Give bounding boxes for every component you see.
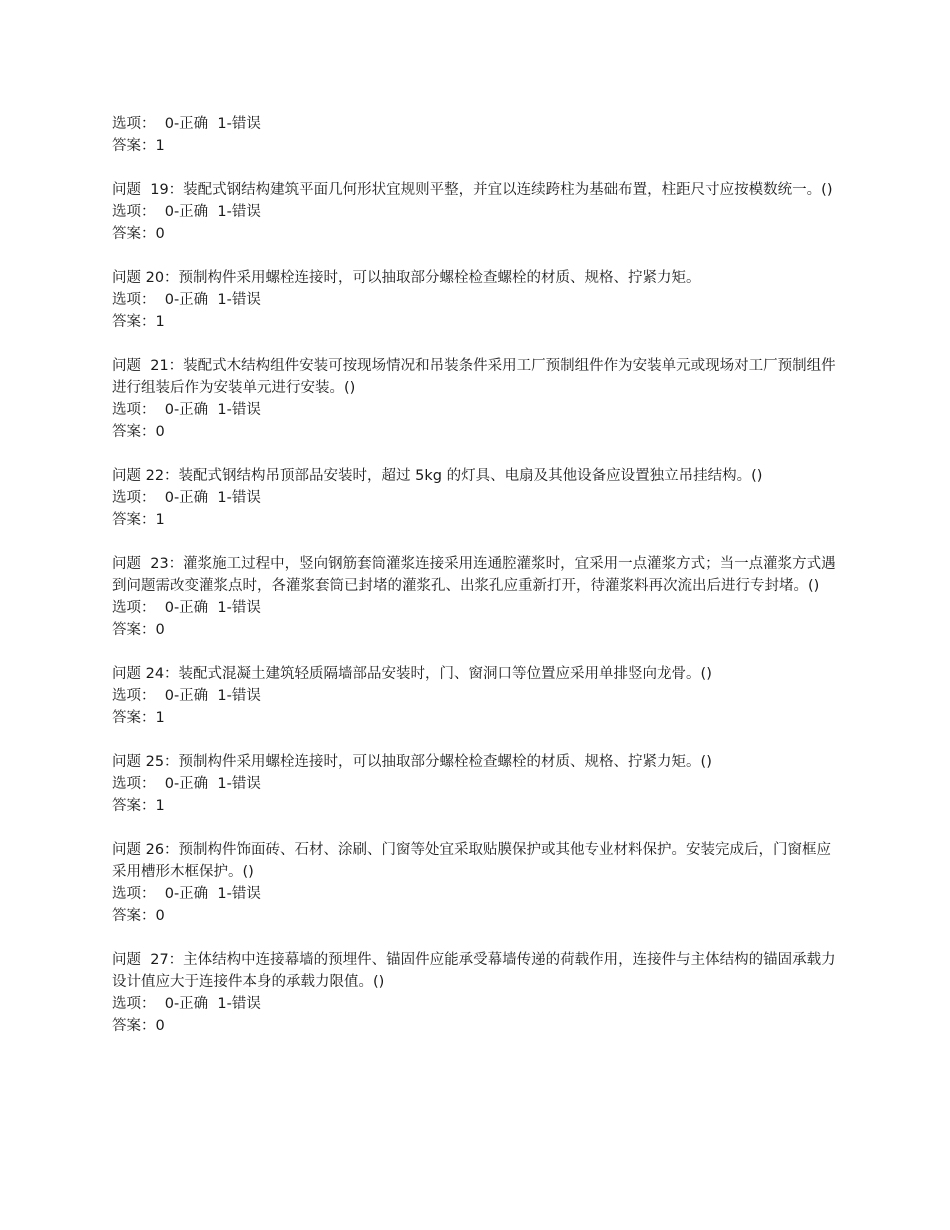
- answer-line: 答案：0: [112, 1018, 165, 1034]
- question-block-27: [112, 949, 842, 1037]
- question-block-22: [112, 465, 842, 531]
- question-block-21: [112, 355, 842, 443]
- document-page: [112, 113, 842, 1037]
- options-line: 选项： 0-正确 1-错误: [112, 996, 261, 1012]
- options-line: 选项： 0-正确 1-错误: [112, 600, 261, 616]
- question-text: 问题 23：灌浆施工过程中，竖向钢筋套筒灌浆连接采用连通腔灌浆时，宜采用一点灌浆方式；当一点灌浆方式遇到问题需改变灌浆点时，各灌浆套筒已封堵的灌浆孔、出浆孔应重新打开，待灌浆料再次流出后进行专封堵。(): [112, 556, 836, 594]
- options-line: 选项： 0-正确 1-错误: [112, 688, 261, 704]
- question-block-20: [112, 267, 842, 333]
- question-block-23: [112, 553, 842, 641]
- question-block-19: [112, 179, 842, 245]
- question-text: 问题 27：主体结构中连接幕墙的预埋件、锚固件应能承受幕墙传递的荷载作用，连接件与主体结构的锚固承载力设计值应大于连接件本身的承载力限值。(): [112, 952, 836, 990]
- options-line: 选项： 0-正确 1-错误: [112, 490, 261, 506]
- answer-line: 答案：0: [112, 622, 165, 638]
- question-text: 问题 20：预制构件采用螺栓连接时，可以抽取部分螺栓检查螺栓的材质、规格、拧紧力矩。: [112, 270, 701, 286]
- question-block-26: [112, 839, 842, 927]
- answer-line: 答案：0: [112, 226, 165, 242]
- options-line: 选项： 0-正确 1-错误: [112, 292, 261, 308]
- answer-line: 答案：0: [112, 424, 165, 440]
- options-line: 选项： 0-正确 1-错误: [112, 886, 261, 902]
- question-text: 问题 19：装配式钢结构建筑平面几何形状宜规则平整，并宜以连续跨柱为基础布置，柱距尺寸应按模数统一。(): [112, 182, 833, 198]
- options-line: 选项： 0-正确 1-错误: [112, 402, 261, 418]
- question-text: 问题 21：装配式木结构组件安装可按现场情况和吊装条件采用工厂预制组件作为安装单元或现场对工厂预制组件进行组装后作为安装单元进行安装。(): [112, 358, 836, 396]
- question-text: 问题 25：预制构件采用螺栓连接时，可以抽取部分螺栓检查螺栓的材质、规格、拧紧力矩。(): [112, 754, 712, 770]
- question-block-25: [112, 751, 842, 817]
- options-line: 选项： 0-正确 1-错误: [112, 116, 261, 132]
- answer-line: 答案：1: [112, 798, 165, 814]
- question-text: 问题 26：预制构件饰面砖、石材、涂刷、门窗等处宜采取贴膜保护或其他专业材料保护。安装完成后，门窗框应采用槽形木框保护。(): [112, 842, 832, 880]
- answer-line: 答案：1: [112, 710, 165, 726]
- options-line: 选项： 0-正确 1-错误: [112, 776, 261, 792]
- answer-line: 答案：0: [112, 908, 165, 924]
- question-text: 问题 22：装配式钢结构吊顶部品安装时，超过 5kg 的灯具、电扇及其他设备应设置独立吊挂结构。(): [112, 468, 763, 484]
- question-block-24: [112, 663, 842, 729]
- answer-line: 答案：1: [112, 314, 165, 330]
- lead-block: [112, 113, 842, 157]
- answer-line: 答案：1: [112, 138, 165, 154]
- answer-line: 答案：1: [112, 512, 165, 528]
- options-line: 选项： 0-正确 1-错误: [112, 204, 261, 220]
- question-text: 问题 24：装配式混凝土建筑轻质隔墙部品安装时，门、窗洞口等位置应采用单排竖向龙骨。(): [112, 666, 712, 682]
